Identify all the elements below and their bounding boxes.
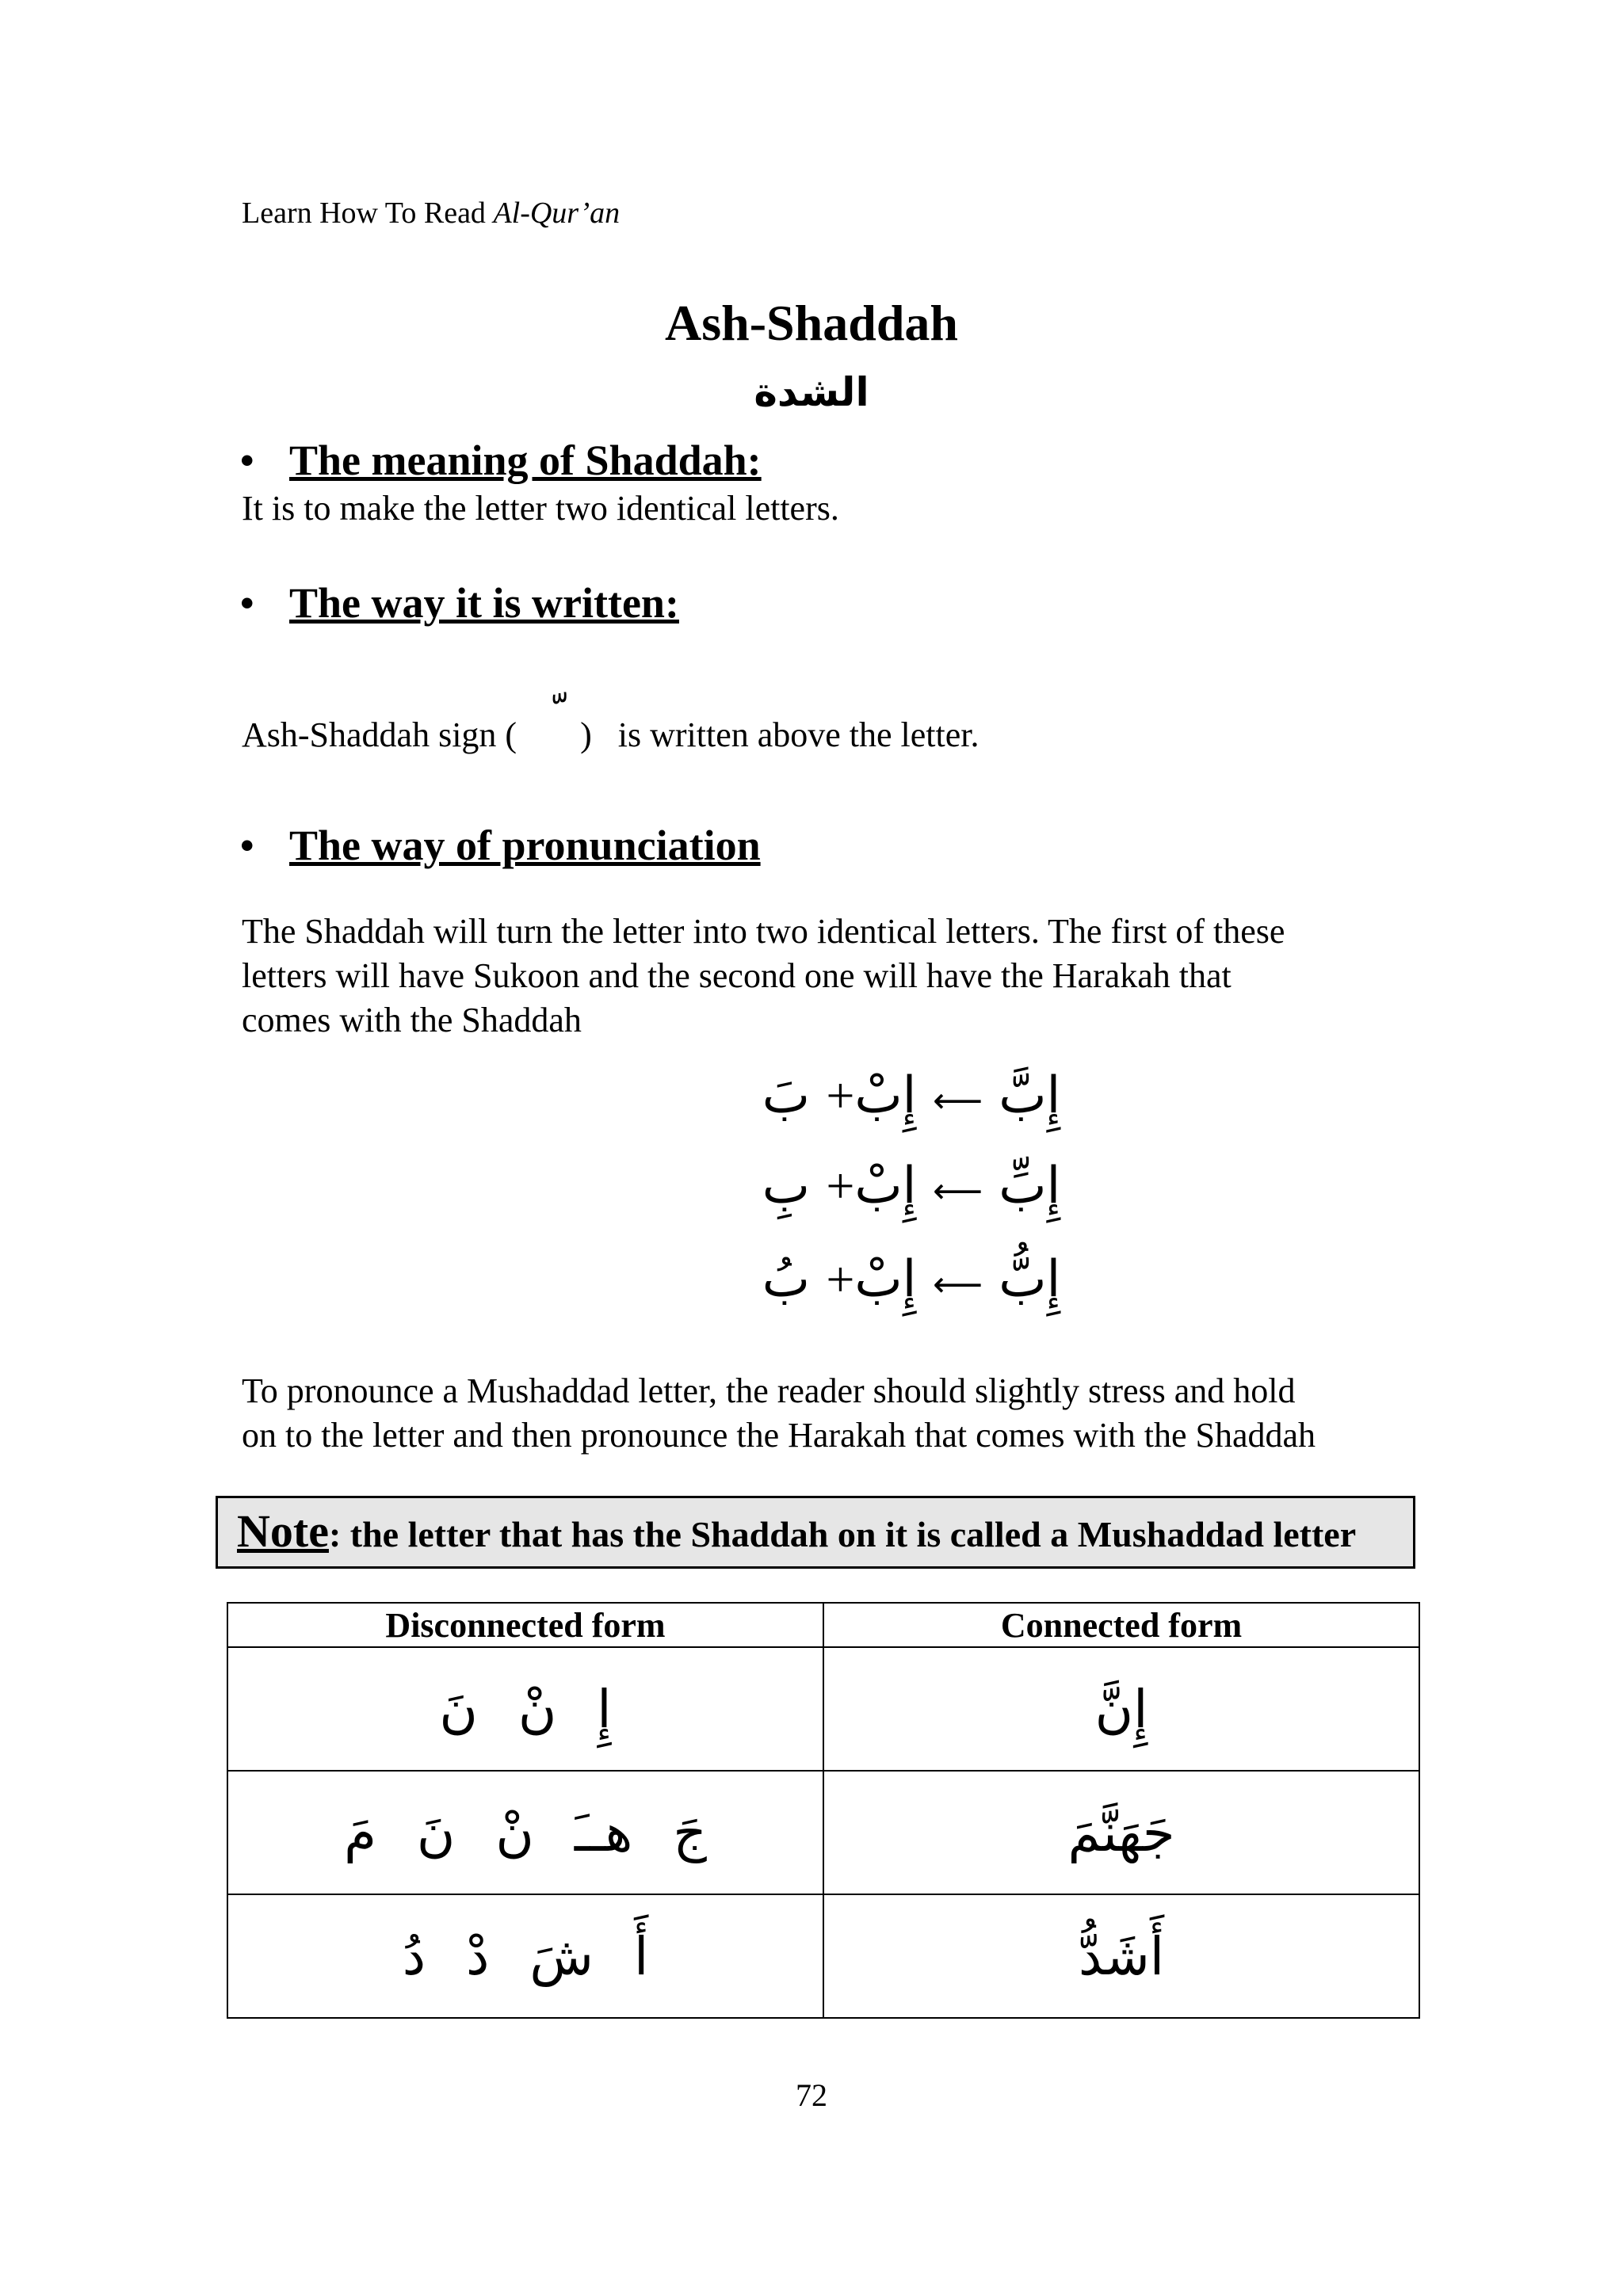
- rule-second: بَ: [762, 1066, 810, 1125]
- bullet-icon: •: [240, 823, 254, 868]
- written-text-before: Ash-Shaddah sign (: [242, 715, 517, 754]
- meaning-heading: [240, 434, 762, 486]
- running-header: [242, 193, 620, 233]
- rule-row: [721, 1060, 1102, 1137]
- connected-cell: أَشَدُّ: [823, 1894, 1419, 2018]
- bullet-icon: •: [240, 438, 254, 482]
- note-box: [216, 1496, 1415, 1569]
- page-title: Ash-Shaddah: [665, 295, 958, 351]
- shaddah-sign: [517, 694, 580, 738]
- disconnected-cell: أَ شَ دْ دُ: [227, 1894, 823, 2018]
- header-book-title: Al-Qur’an: [493, 196, 621, 230]
- plus-sign: +: [826, 1251, 855, 1307]
- paragraph-line: comes with the Shaddah: [242, 1001, 582, 1039]
- rule-source: إِبُّ: [999, 1250, 1061, 1309]
- note-label: Note: [237, 1505, 329, 1557]
- rule-source: إِبَّ: [999, 1066, 1061, 1125]
- rule-second: بِ: [762, 1157, 810, 1215]
- rule-first: إِبْ: [854, 1066, 917, 1125]
- table-row: [227, 1771, 1419, 1894]
- header-prefix: Learn How To Read: [242, 196, 494, 230]
- pronunciation-heading: [240, 819, 761, 871]
- pronunciation-paragraph: [242, 910, 1285, 1043]
- table-header-row: [227, 1603, 1419, 1647]
- column-header: Connected form: [823, 1603, 1419, 1647]
- closing-paragraph: [242, 1369, 1316, 1458]
- note-body: : the letter that has the Shaddah on it is called a Mushaddad letter: [328, 1514, 1357, 1554]
- rule-row: [721, 1244, 1102, 1321]
- rule-second: بُ: [762, 1250, 810, 1309]
- written-text: [242, 710, 980, 757]
- table-row: [227, 1894, 1419, 2018]
- note-text: [237, 1505, 1357, 1558]
- connected-cell: جَهَنَّمَ: [823, 1771, 1419, 1894]
- paragraph-line: The Shaddah will turn the letter into two identical letters. The first of these: [242, 912, 1285, 951]
- column-header: Disconnected form: [227, 1603, 823, 1647]
- forms-table: [227, 1602, 1420, 2019]
- paragraph-line: To pronounce a Mushaddad letter, the reader should slightly stress and hold: [242, 1371, 1296, 1410]
- rule-source: إِبِّ: [999, 1157, 1061, 1215]
- left-arrow-icon: ⟶: [932, 1081, 983, 1121]
- plus-sign: +: [826, 1067, 855, 1123]
- rule-first: إِبْ: [854, 1157, 917, 1215]
- paragraph-line: letters will have Sukoon and the second one will have the Harakah that: [242, 956, 1232, 995]
- written-heading-text: The way it is written:: [289, 579, 679, 627]
- plus-sign: +: [826, 1158, 855, 1214]
- disconnected-cell: جَ هــَ نْ نَ مَ: [227, 1771, 823, 1894]
- written-heading: [240, 577, 679, 629]
- bullet-icon: •: [240, 581, 254, 625]
- left-arrow-icon: ⟶: [932, 1264, 983, 1305]
- meaning-text: It is to make the letter two identical letters.: [242, 489, 839, 528]
- table-row: [227, 1647, 1419, 1771]
- pronunciation-heading-text: The way of pronunciation: [289, 822, 761, 869]
- meaning-heading-text: The meaning of Shaddah:: [289, 437, 762, 484]
- arabic-title: الشدة: [754, 369, 869, 415]
- connected-cell: إِنَّ: [823, 1647, 1419, 1771]
- written-text-after: ) is written above the letter.: [580, 715, 980, 754]
- rule-first: إِبْ: [854, 1250, 917, 1309]
- left-arrow-icon: ⟶: [932, 1171, 983, 1211]
- disconnected-cell: إِ نْ نَ: [227, 1647, 823, 1771]
- rule-row: [721, 1150, 1102, 1227]
- page-number: 72: [796, 2077, 827, 2113]
- paragraph-line: on to the letter and then pronounce the Harakah that comes with the Shaddah: [242, 1416, 1316, 1455]
